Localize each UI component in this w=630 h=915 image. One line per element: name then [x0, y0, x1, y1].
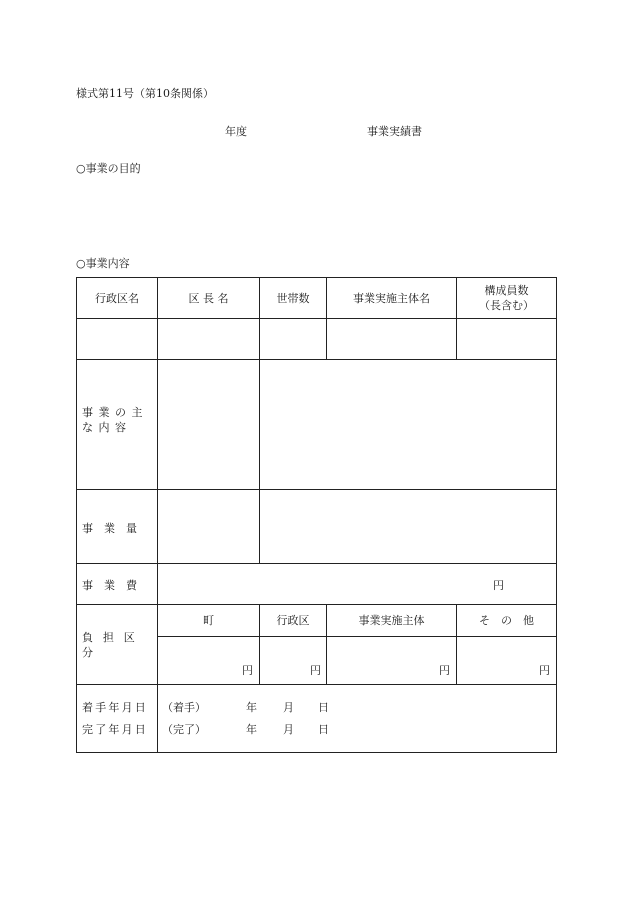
- header-implementer-name: 事業実施主体名: [353, 291, 430, 305]
- rule-after-quantity: [76, 563, 557, 564]
- header-member-count-line1: 構成員数: [484, 284, 529, 297]
- end-year-label: 年: [246, 722, 257, 736]
- section-contents-heading: ○事業内容: [76, 257, 130, 270]
- header-member-count: [457, 278, 556, 318]
- table-border-right: [556, 277, 557, 753]
- rule-after-header: [76, 318, 557, 319]
- label-burden: 負担区分: [82, 631, 145, 659]
- cost-yen-unit: 円: [493, 578, 504, 592]
- header-district-name: 行政区名: [95, 291, 139, 305]
- table-border-bottom: [76, 752, 557, 753]
- rule-after-blank-row: [76, 359, 557, 360]
- burden-col-implementer: 事業実施主体: [358, 614, 425, 627]
- table-border-left: [76, 277, 77, 753]
- label-end-date: 完了年月日: [82, 722, 148, 736]
- rule-burden-header: [157, 636, 557, 637]
- label-cost: 事 業 費: [82, 578, 137, 592]
- start-month-label: 月: [283, 700, 294, 714]
- label-quantity: 事 業 量: [82, 521, 137, 535]
- label-main-content: 事業の主な内容: [82, 406, 148, 434]
- end-tag: （完了）: [162, 722, 206, 736]
- fiscal-year-label: 年度: [225, 125, 247, 138]
- burden-district-yen: 円: [310, 663, 321, 677]
- start-year-label: 年: [246, 700, 257, 714]
- burden-other-yen: 円: [539, 663, 550, 677]
- header-households: 世帯数: [276, 291, 310, 305]
- label-start-date: 着手年月日: [82, 700, 148, 714]
- burden-col-district: 行政区: [276, 614, 310, 627]
- burden-col-other: そ の 他: [479, 614, 534, 627]
- rule-after-content: [76, 489, 557, 490]
- header-member-count-line2: （長含む）: [479, 299, 534, 312]
- end-day-label: 日: [318, 722, 329, 736]
- burden-town-yen: 円: [242, 663, 253, 677]
- rule-after-burden: [76, 684, 557, 685]
- start-tag: （着手）: [162, 700, 206, 714]
- section-purpose-heading: ○事業の目的: [76, 162, 141, 175]
- document-title: 事業実績書: [367, 125, 422, 138]
- end-month-label: 月: [283, 722, 294, 736]
- form-number: 様式第11号（第10条関係）: [76, 87, 214, 100]
- start-day-label: 日: [318, 700, 329, 714]
- burden-implementer-yen: 円: [439, 663, 450, 677]
- col-divider-1: [157, 277, 158, 753]
- col-divider-content: [259, 359, 260, 563]
- header-chief-name: 区 長 名: [188, 291, 229, 305]
- burden-col-town: 町: [203, 614, 214, 627]
